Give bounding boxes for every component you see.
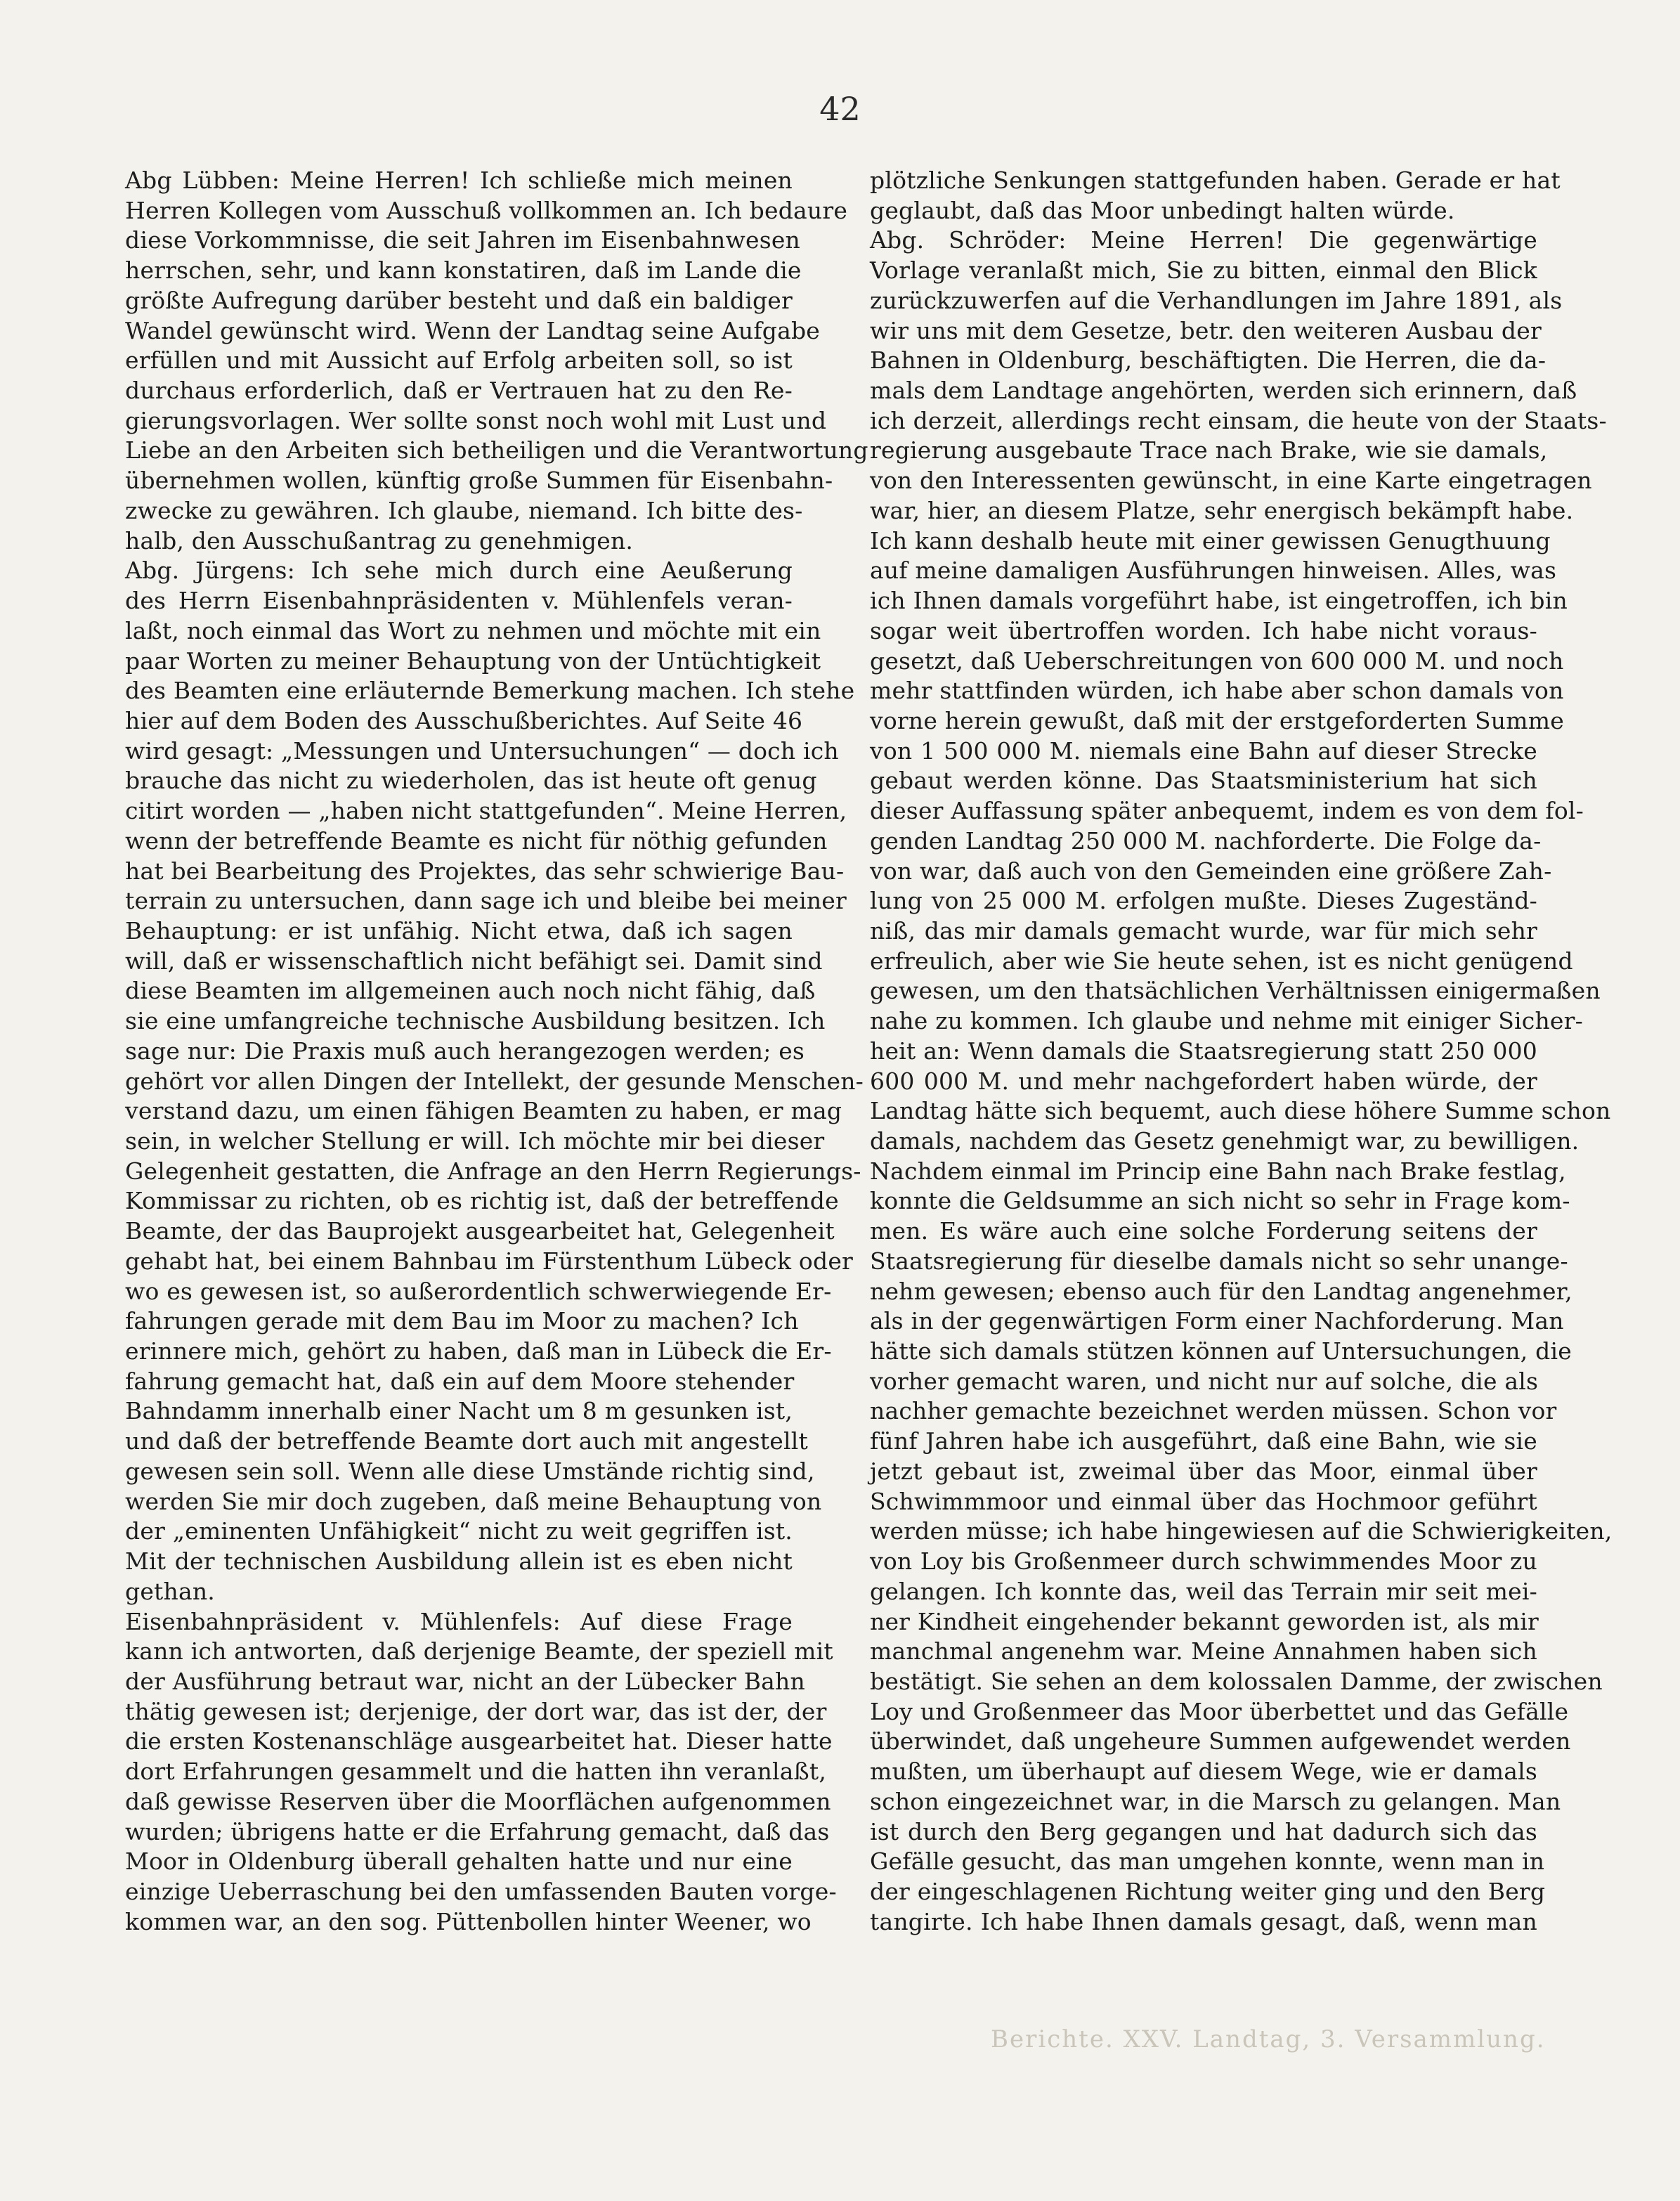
text-line: gesetzt, daß Ueberschreitungen von 600 000 M. und noch bbox=[870, 647, 1564, 675]
text-line: zurückzuwerfen auf die Verhandlungen im Jahre 1891, als bbox=[870, 286, 1563, 314]
text-line: Kommissar zu richten, ob es richtig ist, daß der betreffende bbox=[125, 1187, 839, 1215]
text-line: einzige Ueberraschung bei den umfassenden Bauten vorge- bbox=[125, 1877, 837, 1905]
text-line: gewesen, um den thatsächlichen Verhältnissen einigermaßen bbox=[870, 977, 1601, 1005]
text-line: niß, das mir damals gemacht wurde, war für mich sehr bbox=[870, 916, 1537, 944]
text-line: gehört vor allen Dingen der Intellekt, der gesunde Menschen- bbox=[125, 1067, 864, 1095]
text-line: größte Aufregung darüber besteht und daß ein baldiger bbox=[125, 286, 793, 314]
text-line: wird gesagt: „Messungen und Untersuchungen“ — doch ich bbox=[125, 736, 839, 765]
text-line: Abg. Jürgens: Ich sehe mich durch eine Aeußerung bbox=[125, 557, 793, 585]
text-line: von Loy bis Großenmeer durch schwimmendes Moor zu bbox=[870, 1547, 1537, 1576]
text-line: laßt, noch einmal das Wort zu nehmen und möchte mit ein bbox=[125, 616, 821, 644]
text-line: lung von 25 000 M. erfolgen mußte. Dieses Zugeständ- bbox=[870, 887, 1537, 915]
text-line: Abg. Schröder: Meine Herren! Die gegenwärtige bbox=[870, 226, 1537, 254]
text-line: der „eminenten Unfähigkeit“ nicht zu weit gegriffen ist. bbox=[125, 1517, 793, 1545]
text-line: geglaubt, daß das Moor unbedingt halten würde. bbox=[870, 196, 1455, 224]
text-line: diese Beamten im allgemeinen auch noch nicht fähig, daß bbox=[125, 977, 816, 1005]
text-line: Wandel gewünscht wird. Wenn der Landtag seine Aufgabe bbox=[125, 316, 821, 344]
text-line: Bahnen in Oldenburg, beschäftigten. Die Herren, die da- bbox=[870, 346, 1546, 375]
text-line: Eisenbahnpräsident v. Mühlenfels: Auf diese Frage bbox=[125, 1607, 793, 1635]
text-line: wir uns mit dem Gesetze, betr. den weiteren Ausbau der bbox=[870, 316, 1542, 344]
text-line: gierungsvorlagen. Wer sollte sonst noch wohl mit Lust und bbox=[125, 406, 827, 434]
text-line: mals dem Landtage angehörten, werden sich erinnern, daß bbox=[870, 377, 1577, 405]
text-line: als in der gegenwärtigen Form einer Nachforderung. Man bbox=[870, 1307, 1564, 1335]
text-line: 600 000 M. und mehr nachgefordert haben würde, der bbox=[870, 1067, 1537, 1095]
text-line: der Ausführung betraut war, nicht an der Lübecker Bahn bbox=[125, 1667, 805, 1695]
text-line: Beamte, der das Bauprojekt ausgearbeitet hat, Gelegenheit bbox=[125, 1217, 835, 1245]
text-line: gelangen. Ich konnte das, weil das Terrain mir seit mei- bbox=[870, 1577, 1537, 1605]
text-line: genden Landtag 250 000 M. nachforderte. Die Folge da- bbox=[870, 826, 1542, 855]
text-line: Gelegenheit gestatten, die Anfrage an den Herrn Regierungs- bbox=[125, 1157, 861, 1185]
text-line: wo es gewesen ist, so außerordentlich schwerwiegende Er- bbox=[125, 1277, 832, 1305]
text-line: gebaut werden könne. Das Staatsministerium hat sich bbox=[870, 767, 1537, 795]
text-line: mußten, um überhaupt auf diesem Wege, wie er damals bbox=[870, 1758, 1537, 1786]
text-line: des Beamten eine erläuternde Bemerkung machen. Ich stehe bbox=[125, 677, 855, 705]
text-line: Moor in Oldenburg überall gehalten hatte und nur eine bbox=[125, 1848, 793, 1876]
text-line: verstand dazu, um einen fähigen Beamten zu haben, er mag bbox=[125, 1097, 842, 1125]
text-line: werden Sie mir doch zugeben, daß meine Behauptung von bbox=[125, 1487, 822, 1515]
text-line: Herren Kollegen vom Ausschuß vollkommen an. Ich bedaure bbox=[125, 196, 848, 224]
text-line: fahrungen gerade mit dem Bau im Moor zu machen? Ich bbox=[125, 1307, 799, 1335]
text-line: erinnere mich, gehört zu haben, daß man in Lübeck die Er- bbox=[125, 1337, 832, 1365]
text-line: durchaus erforderlich, daß er Vertrauen hat zu den Re- bbox=[125, 377, 793, 405]
text-line: sie eine umfangreiche technische Ausbildung besitzen. Ich bbox=[125, 1007, 826, 1035]
left-column bbox=[125, 166, 868, 1937]
text-line: heit an: Wenn damals die Staatsregierung statt 250 000 bbox=[870, 1037, 1537, 1065]
text-line: hat bei Bearbeitung des Projektes, das sehr schwierige Bau- bbox=[125, 857, 845, 885]
text-line: fünf Jahren habe ich ausgeführt, daß eine Bahn, wie sie bbox=[870, 1427, 1537, 1455]
text-line: kommen war, an den sog. Püttenbollen hinter Weener, wo bbox=[125, 1907, 812, 1935]
text-line: erfüllen und mit Aussicht auf Erfolg arbeiten soll, so ist bbox=[125, 346, 793, 375]
text-line: citirt worden — „haben nicht stattgefunden“. Meine Herren, bbox=[125, 797, 847, 825]
text-line: nachher gemachte bezeichnet werden müssen. Schon vor bbox=[870, 1397, 1557, 1425]
text-line: gewesen sein soll. Wenn alle diese Umstände richtig sind, bbox=[125, 1457, 815, 1485]
text-line: auf meine damaligen Ausführungen hinweisen. Alles, was bbox=[870, 557, 1557, 585]
text-line: regierung ausgebaute Trace nach Brake, wie sie damals, bbox=[870, 436, 1548, 465]
text-line: von war, daß auch von den Gemeinden eine größere Zah- bbox=[870, 857, 1552, 885]
text-line: men. Es wäre auch eine solche Forderung seitens der bbox=[870, 1217, 1537, 1245]
text-line: des Herrn Eisenbahnpräsidenten v. Mühlenfels veran- bbox=[125, 587, 793, 615]
text-line: Nachdem einmal im Princip eine Bahn nach Brake festlag, bbox=[870, 1157, 1566, 1185]
text-line: hätte sich damals stützen können auf Untersuchungen, die bbox=[870, 1337, 1572, 1365]
text-line: Behauptung: er ist unfähig. Nicht etwa, daß ich sagen bbox=[125, 916, 793, 944]
text-line: nahe zu kommen. Ich glaube und nehme mit einiger Sicher- bbox=[870, 1007, 1583, 1035]
text-line: tangirte. Ich habe Ihnen damals gesagt, daß, wenn man bbox=[870, 1907, 1537, 1935]
text-line: daß gewisse Reserven über die Moorflächen aufgenommen bbox=[125, 1787, 831, 1815]
text-line: gethan. bbox=[125, 1577, 215, 1605]
text-line: ner Kindheit eingehender bekannt geworden ist, als mir bbox=[870, 1607, 1539, 1635]
text-line: will, daß er wissenschaftlich nicht befähigt sei. Damit sind bbox=[125, 947, 823, 975]
text-line: Abg Lübben: Meine Herren! Ich schließe mich meinen bbox=[125, 167, 793, 194]
text-line: manchmal angenehm war. Meine Annahmen haben sich bbox=[870, 1637, 1537, 1666]
text-line: ich Ihnen damals vorgeführt habe, ist eingetroffen, ich bin bbox=[870, 587, 1568, 615]
text-line: zwecke zu gewähren. Ich glaube, niemand. Ich bitte des- bbox=[125, 496, 803, 524]
text-line: Landtag hätte sich bequemt, auch diese höhere Summe schon bbox=[870, 1097, 1611, 1125]
text-line: jetzt gebaut ist, zweimal über das Moor, einmal über bbox=[870, 1457, 1537, 1485]
text-line: nehm gewesen; ebenso auch für den Landtag angenehmer, bbox=[870, 1277, 1572, 1305]
text-line: der eingeschlagenen Richtung weiter ging und den Berg bbox=[870, 1877, 1546, 1905]
text-line: herrschen, sehr, und kann konstatiren, daß im Lande die bbox=[125, 257, 802, 285]
text-line: thätig gewesen ist; derjenige, der dort war, das ist der, der bbox=[125, 1697, 827, 1725]
text-line: Mit der technischen Ausbildung allein ist es eben nicht bbox=[125, 1547, 793, 1576]
text-line: plötzliche Senkungen stattgefunden haben. Gerade er hat bbox=[870, 167, 1561, 194]
text-line: kann ich antworten, daß derjenige Beamte, der speziell mit bbox=[125, 1637, 833, 1666]
text-line: von den Interessenten gewünscht, in eine Karte eingetragen bbox=[870, 467, 1592, 495]
text-line: konnte die Geldsumme an sich nicht so sehr in Frage kom- bbox=[870, 1187, 1570, 1215]
text-line: wenn der betreffende Beamte es nicht für nöthig gefunden bbox=[125, 826, 828, 855]
text-line: erfreulich, aber wie Sie heute sehen, ist es nicht genügend bbox=[870, 947, 1573, 975]
text-line: ich derzeit, allerdings recht einsam, die heute von der Staats- bbox=[870, 406, 1607, 434]
right-column bbox=[870, 166, 1613, 1937]
text-line: sein, in welcher Stellung er will. Ich möchte mir bei dieser bbox=[125, 1127, 825, 1155]
text-line: diese Vorkommnisse, die seit Jahren im Eisenbahnwesen bbox=[125, 226, 801, 254]
text-line: Staatsregierung für dieselbe damals nicht so sehr unange- bbox=[870, 1247, 1568, 1275]
text-line: ist durch den Berg gegangen und hat dadurch sich das bbox=[870, 1817, 1537, 1845]
footer-text: Berichte. XXV. Landtag, 3. Versammlung. bbox=[991, 2025, 1546, 2053]
text-line: Bahndamm innerhalb einer Nacht um 8 m gesunken ist, bbox=[125, 1397, 793, 1425]
text-line: vorne herein gewußt, daß mit der erstgeforderten Summe bbox=[870, 706, 1564, 734]
text-line: Ich kann deshalb heute mit einer gewissen Genugthuung bbox=[870, 526, 1551, 554]
text-line: sage nur: Die Praxis muß auch herangezogen werden; es bbox=[125, 1037, 805, 1065]
page-number: 42 bbox=[819, 90, 861, 128]
text-line: hier auf dem Boden des Ausschußberichtes. Auf Seite 46 bbox=[125, 706, 803, 734]
text-line: Gefälle gesucht, das man umgehen konnte, wenn man in bbox=[870, 1848, 1545, 1876]
text-line: dort Erfahrungen gesammelt und die hatten ihn veranlaßt, bbox=[125, 1758, 827, 1786]
text-line: wurden; übrigens hatte er die Erfahrung gemacht, daß das bbox=[125, 1817, 830, 1845]
text-line: gehabt hat, bei einem Bahnbau im Fürstenthum Lübeck oder bbox=[125, 1247, 854, 1275]
text-line: damals, nachdem das Gesetz genehmigt war, zu bewilligen. bbox=[870, 1127, 1580, 1155]
text-line: bestätigt. Sie sehen an dem kolossalen Damme, der zwischen bbox=[870, 1667, 1603, 1695]
text-line: schon eingezeichnet war, in die Marsch zu gelangen. Man bbox=[870, 1787, 1561, 1815]
text-line: paar Worten zu meiner Behauptung von der Untüchtigkeit bbox=[125, 647, 821, 675]
text-line: vorher gemacht waren, und nicht nur auf solche, die als bbox=[870, 1367, 1539, 1395]
text-line: dieser Auffassung später anbequemt, indem es von dem fol- bbox=[870, 797, 1584, 825]
text-line: Vorlage veranlaßt mich, Sie zu bitten, einmal den Blick bbox=[870, 257, 1537, 285]
text-line: fahrung gemacht hat, daß ein auf dem Moore stehender bbox=[125, 1367, 795, 1395]
text-line: brauche das nicht zu wiederholen, das ist heute oft genug bbox=[125, 767, 817, 795]
text-line: von 1 500 000 M. niemals eine Bahn auf dieser Strecke bbox=[870, 736, 1537, 765]
text-line: Schwimmmoor und einmal über das Hochmoor geführt bbox=[870, 1487, 1537, 1515]
text-line: Loy und Großenmeer das Moor überbettet und das Gefälle bbox=[870, 1697, 1569, 1725]
text-line: halb, den Ausschußantrag zu genehmigen. bbox=[125, 526, 634, 554]
text-line: übernehmen wollen, künftig große Summen für Eisenbahn- bbox=[125, 467, 833, 495]
text-line: und daß der betreffende Beamte dort auch mit angestellt bbox=[125, 1427, 808, 1455]
text-line: mehr stattfinden würden, ich habe aber schon damals von bbox=[870, 677, 1564, 705]
text-line: überwindet, daß ungeheure Summen aufgewendet werden bbox=[870, 1727, 1571, 1755]
text-line: werden müsse; ich habe hingewiesen auf die Schwierigkeiten, bbox=[870, 1517, 1613, 1545]
text-line: war, hier, an diesem Platze, sehr energisch bekämpft habe. bbox=[870, 496, 1574, 524]
text-line: Liebe an den Arbeiten sich betheiligen und die Verantwortung bbox=[125, 436, 868, 465]
text-line: die ersten Kostenanschläge ausgearbeitet hat. Dieser hatte bbox=[125, 1727, 833, 1755]
text-line: sogar weit übertroffen worden. Ich habe nicht voraus- bbox=[870, 616, 1537, 644]
text-line: terrain zu untersuchen, dann sage ich und bleibe bei meiner bbox=[125, 887, 847, 915]
